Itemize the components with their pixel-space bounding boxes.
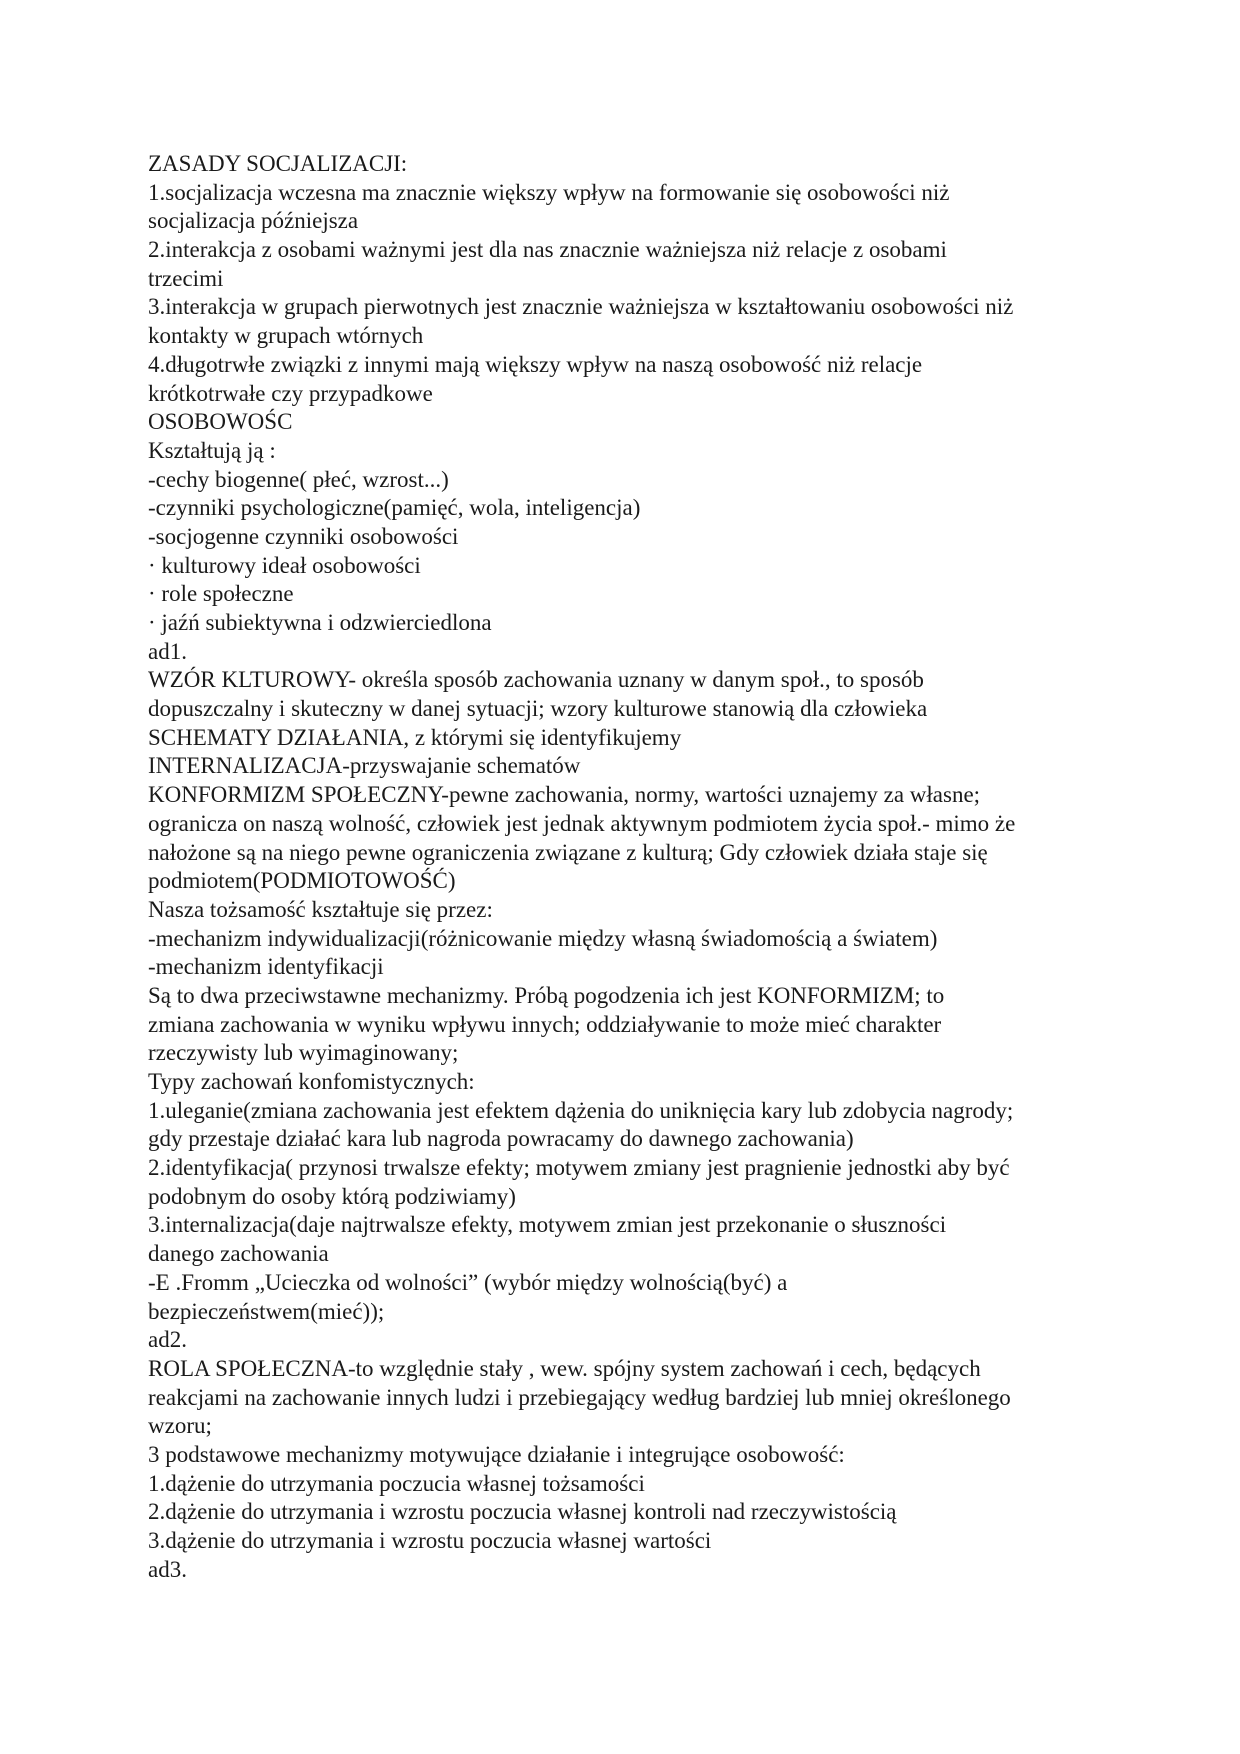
- document-body: [148, 150, 1108, 1584]
- text-line: INTERNALIZACJA-przyswajanie schematów: [148, 753, 581, 779]
- text-line: 1.uleganie(zmiana zachowania jest efektem dążenia do uniknięcia kary lub zdobycia nagrody;: [148, 1097, 1014, 1123]
- text-line: Typy zachowań konfomistycznych:: [148, 1069, 475, 1094]
- text-line: reakcjami na zachowanie innych ludzi i przebiegający według bardziej lub mniej określonego: [148, 1384, 1011, 1410]
- text-line: 3.dążenie do utrzymania i wzrostu poczucia własnej wartości: [148, 1528, 712, 1553]
- text-line: 3 podstawowe mechanizmy motywujące działanie i integrujące osobowość:: [148, 1441, 845, 1467]
- text-line: trzecimi: [148, 265, 224, 291]
- text-line: rzeczywisty lub wyimaginowany;: [148, 1040, 459, 1066]
- text-line: krótkotrwałe czy przypadkowe: [148, 380, 433, 406]
- text-line: -czynniki psychologiczne(pamięć, wola, inteligencja): [148, 495, 641, 521]
- text-line: 4.długotrwłe związki z innymi mają większy wpływ na naszą osobowość niż relacje: [148, 351, 923, 377]
- text-line: dopuszczalny i skuteczny w danej sytuacji; wzory kulturowe stanowią dla człowieka: [148, 696, 928, 722]
- text-line: danego zachowania: [148, 1241, 329, 1267]
- text-line: 2.identyfikacja( przynosi trwalsze efekty; motywem zmiany jest pragnienie jednostki aby być: [148, 1155, 1010, 1181]
- text-line: 1.dążenie do utrzymania poczucia własnej tożsamości: [148, 1470, 645, 1496]
- text-line: Są to dwa przeciwstawne mechanizmy. Próbą pogodzenia ich jest KONFORMIZM; to: [148, 982, 945, 1008]
- text-line: 2.interakcja z osobami ważnymi jest dla nas znacznie ważniejsza niż relacje z osobami: [148, 237, 947, 263]
- bullet-line: · kulturowy ideał osobowości: [148, 552, 421, 578]
- text-line: KONFORMIZM SPOŁECZNY-pewne zachowania, normy, wartości uznajemy za własne;: [148, 782, 981, 808]
- section-label-ad1: ad1.: [148, 638, 187, 664]
- bullet-line: · role społeczne: [148, 581, 294, 607]
- heading-zasady-socjalizacji: ZASADY SOCJALIZACJI:: [148, 151, 408, 176]
- text-line: 2.dążenie do utrzymania i wzrostu poczucia własnej kontroli nad rzeczywistością: [148, 1499, 897, 1525]
- text-line: 1.socjalizacja wczesna ma znacznie większy wpływ na formowanie się osobowości niż: [148, 179, 950, 205]
- text-line: -mechanizm identyfikacji: [148, 954, 384, 980]
- text-line: nałożone są na niego pewne ograniczenia związane z kulturą; Gdy człowiek działa staje się: [148, 839, 988, 865]
- text-line: 3.internalizacja(daje najtrwalsze efekty, motywem zmian jest przekonanie o słuszności: [148, 1212, 947, 1238]
- text-line: ogranicza on naszą wolność, człowiek jest jednak aktywnym podmiotem życia społ.- mimo że: [148, 810, 1016, 836]
- text-line: podmiotem(PODMIOTOWOŚĆ): [148, 868, 456, 894]
- text-line: -socjogenne czynniki osobowości: [148, 523, 459, 549]
- text-line: zmiana zachowania w wyniku wpływu innych; oddziaływanie to może mieć charakter: [148, 1011, 942, 1037]
- text-line: Kształtują ją :: [148, 437, 276, 463]
- text-line: bezpieczeństwem(mieć));: [148, 1298, 385, 1324]
- bullet-line: · jaźń subiektywna i odzwierciedlona: [148, 610, 492, 635]
- heading-osobowosc: OSOBOWOŚC: [148, 409, 293, 435]
- text-line: WZÓR KLTUROWY- określa sposób zachowania uznany w danym społ., to sposób: [148, 667, 924, 693]
- text-line: -cechy biogenne( płeć, wzrost...): [148, 466, 449, 492]
- text-line: wzoru;: [148, 1413, 212, 1439]
- text-line: kontakty w grupach wtórnych: [148, 323, 424, 349]
- text-line: -E .Fromm „Ucieczka od wolności” (wybór między wolnością(być) a: [148, 1269, 788, 1295]
- section-label-ad2: ad2.: [148, 1327, 187, 1353]
- text-line: SCHEMATY DZIAŁANIA, z którymi się identyfikujemy: [148, 724, 682, 750]
- text-line: Nasza tożsamość kształtuje się przez:: [148, 896, 493, 922]
- text-line: -mechanizm indywidualizacji(różnicowanie między własną świadomością a światem): [148, 925, 938, 951]
- text-line: socjalizacja późniejsza: [148, 208, 359, 234]
- section-label-ad3: ad3.: [148, 1556, 187, 1582]
- text-line: gdy przestaje działać kara lub nagroda powracamy do dawnego zachowania): [148, 1126, 854, 1152]
- text-line: 3.interakcja w grupach pierwotnych jest znacznie ważniejsza w kształtowaniu osobowości niż: [148, 294, 1014, 320]
- text-line: ROLA SPOŁECZNA-to względnie stały , wew. spójny system zachowań i cech, będących: [148, 1355, 981, 1381]
- text-line: podobnym do osoby którą podziwiamy): [148, 1183, 516, 1209]
